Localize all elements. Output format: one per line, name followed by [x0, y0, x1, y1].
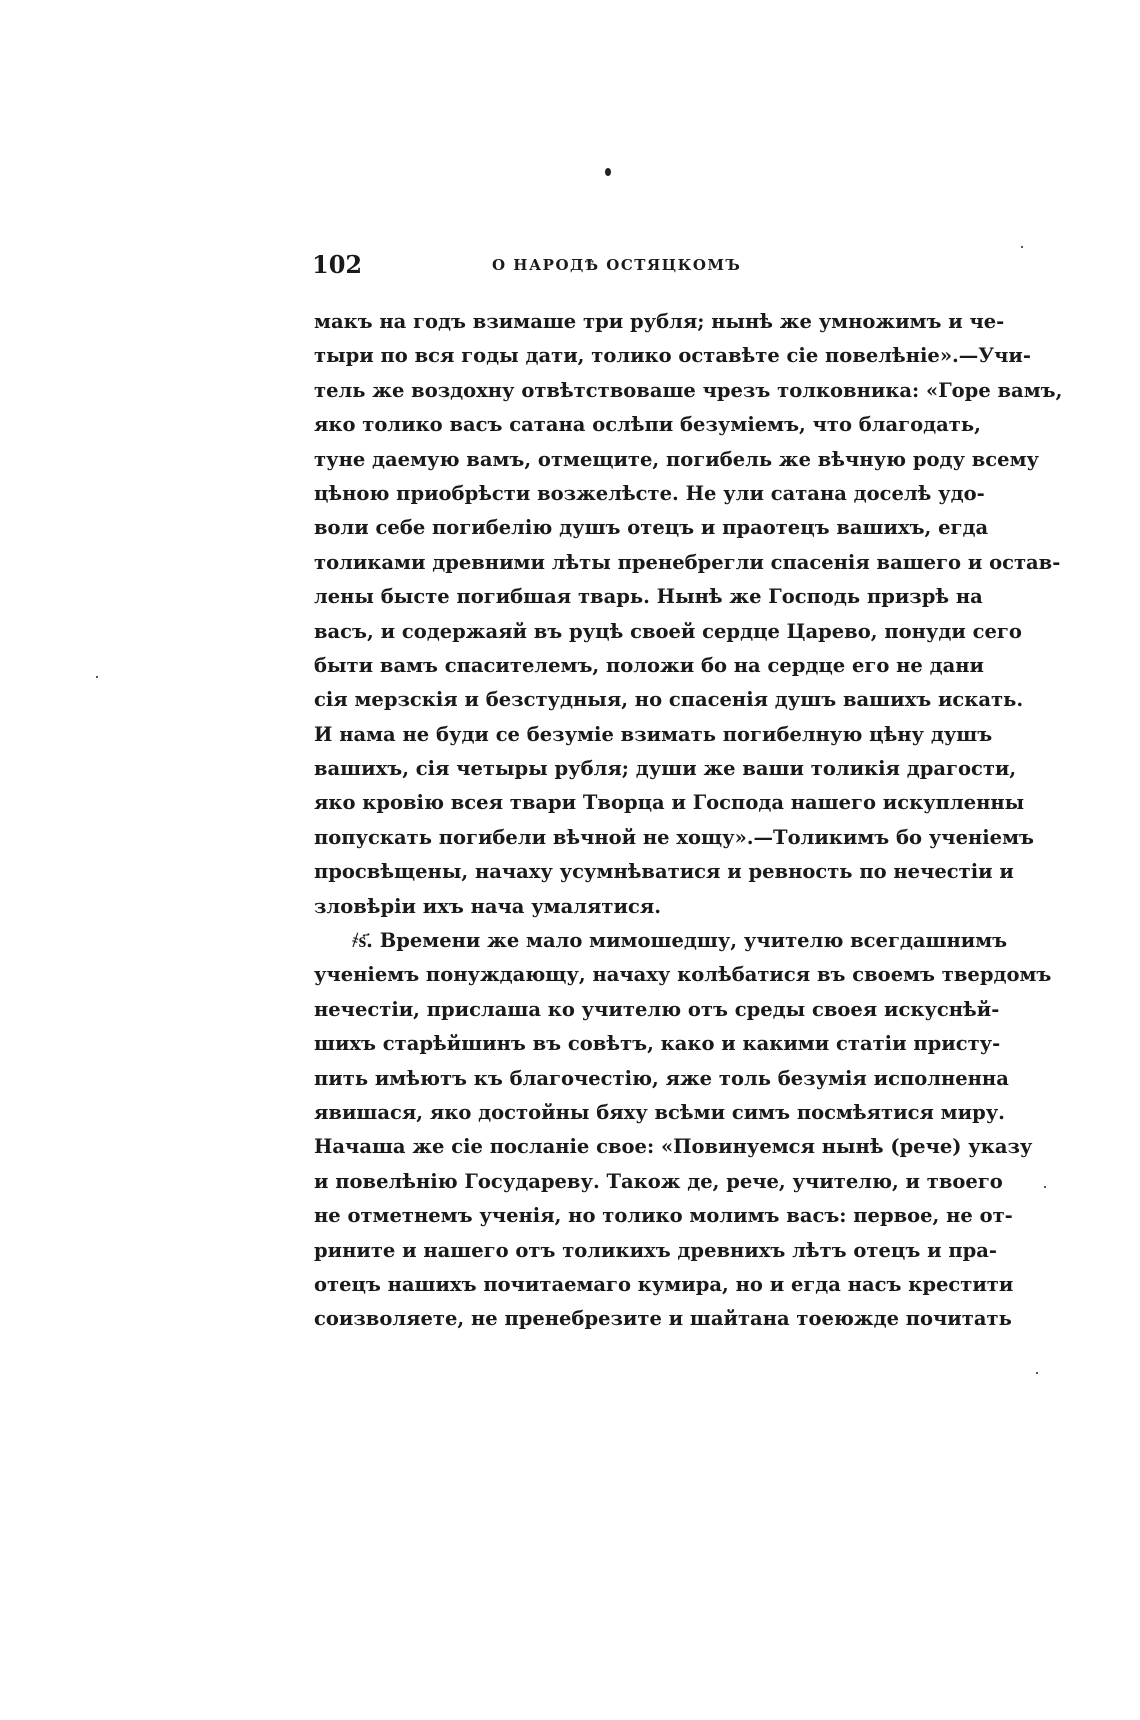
text-line: быти вамъ спасителемъ, положи бо на сердце его не дани: [314, 653, 984, 677]
running-title: О НАРОДѢ ОСТЯЦКОМЪ: [492, 256, 742, 274]
text-line: Начаша же сіе посланіе свое: «Повинуемся нынѣ (рече) указу: [314, 1135, 1033, 1159]
page-header: [312, 250, 934, 284]
text-line: ученіемъ понуждающу, начаху колѣбатися въ своемъ твердомъ: [314, 963, 1052, 987]
ink-speck: [96, 676, 98, 678]
text-line: шихъ старѣйшинъ въ совѣтъ, како и какими статіи присту-: [314, 1032, 1001, 1056]
text-line: толиками древними лѣты пренебрегли спасенія вашего и остав-: [314, 550, 1061, 574]
text-line: И нама не буди се безуміе взимать погибелную цѣну душъ: [314, 722, 993, 746]
text-line: макъ на годъ взимаше три рубля; нынѣ же умножимъ и че-: [314, 310, 1005, 333]
paragraph-start-line: ҂ѕ҃. Времени же мало мимошедшу, учителю всегдашнимъ: [352, 929, 1008, 953]
text-line: яко толико васъ сатана ослѣпи безуміемъ, что благодать,: [314, 413, 981, 437]
text-line: зловѣріи ихъ нача умалятися.: [314, 894, 662, 918]
text-line: попускать погибели вѣчной не хощу».—Толикимъ бо ученіемъ: [314, 825, 1034, 849]
text-line: пить имѣютъ къ благочестію, яже толь безумія исполненна: [314, 1066, 1009, 1090]
text-line: лены бысте погибшая тварь. Нынѣ же Господь призрѣ на: [314, 585, 983, 609]
body-text: [314, 305, 1063, 1337]
text-line: яко кровію всея твари Творца и Господа нашего искупленны: [314, 791, 1025, 815]
text-line: не отметнемъ ученія, но толико молимъ васъ: первое, не от-: [314, 1204, 1013, 1228]
text-line: воли себе погибелію душъ отецъ и праотецъ вашихъ, егда: [314, 516, 989, 540]
text-line: цѣною приобрѣсти возжелѣсте. Не ули сатана доселѣ удо-: [314, 481, 985, 505]
text-line: рините и нашего отъ толикихъ древнихъ лѣтъ отецъ и пра-: [314, 1238, 997, 1262]
ink-speck: [605, 168, 611, 176]
text-line: тыри по вся годы дати, толико оставѣте сіе повелѣніе».—Учи-: [314, 344, 1031, 368]
text-line: сія мерзскія и безстудныя, но спасенія душъ вашихъ искать.: [314, 688, 1024, 712]
text-line: тель же воздохну отвѣтствоваше чрезъ толковника: «Горе вамъ,: [314, 378, 1063, 402]
text-line: соизволяете, не пренебрезите и шайтана тоеюжде почитать: [314, 1307, 1012, 1331]
text-line: явишася, яко достойны бяху всѣми симъ посмѣятися миру.: [314, 1100, 1005, 1124]
text-line: васъ, и содержаяй въ руцѣ своей сердце Царево, понуди сего: [314, 619, 1022, 643]
ink-speck: [1044, 1186, 1046, 1188]
text-line: нечестіи, прислаша ко учителю отъ среды своея искуснѣй-: [314, 997, 1000, 1021]
ink-speck: [1021, 246, 1023, 248]
text-line: просвѣщены, начаху усумнѣватися и ревность по нечестіи и: [314, 860, 1014, 884]
text-line: туне даемую вамъ, отмещите, погибель же вѣчную роду всему: [314, 447, 1039, 471]
text-line: и повелѣнію Государеву. Також де, рече, учителю, и твоего: [314, 1169, 1003, 1193]
page-number: 102: [312, 250, 363, 279]
ink-speck: [1036, 1372, 1038, 1374]
text-line: вашихъ, сія четыры рубля; души же ваши толикія драгости,: [314, 757, 1017, 781]
text-line: отецъ нашихъ почитаемаго кумира, но и егда насъ крестити: [314, 1272, 1014, 1296]
